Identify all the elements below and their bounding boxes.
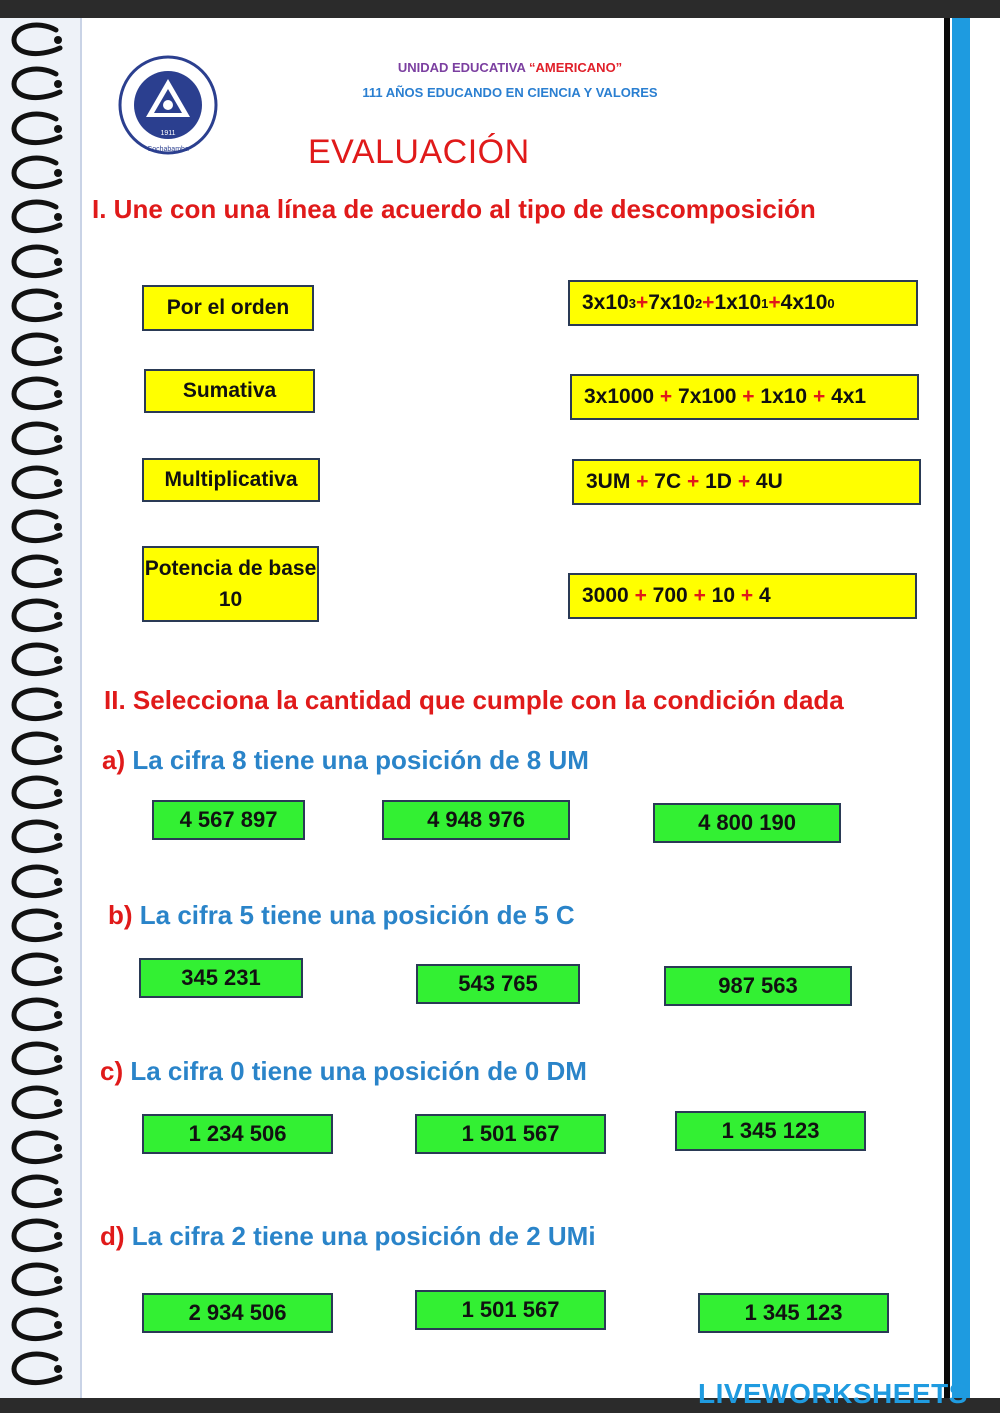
spiral-ring	[8, 332, 68, 370]
match-right-multiplicative[interactable]: 3x1000 + 7x100 + 1x10 + 4x1	[570, 374, 919, 420]
spiral-ring	[8, 509, 68, 547]
question-b: b) La cifra 5 tiene una posición de 5 C	[108, 900, 575, 930]
spiral-ring	[8, 1218, 68, 1256]
match-right-order[interactable]: 3UM + 7C + 1D + 4U	[572, 459, 921, 505]
liveworksheets-logo: LIVEWORKSHEETS	[698, 1378, 968, 1409]
spiral-ring	[8, 642, 68, 680]
spiral-ring	[8, 1351, 68, 1389]
spiral-ring	[8, 554, 68, 592]
spiral-ring	[8, 376, 68, 414]
school-name: UNIDAD EDUCATIVA “AMERICANO”	[397, 60, 623, 75]
spiral-ring	[8, 111, 68, 149]
match-left-sumativa[interactable]: Sumativa	[144, 369, 315, 413]
option-a-2[interactable]: 4 948 976	[382, 800, 570, 840]
spiral-ring	[8, 1041, 68, 1079]
spiral-ring	[8, 1130, 68, 1168]
spiral-ring	[8, 1174, 68, 1212]
page-title: EVALUACIÓN	[308, 133, 530, 171]
spiral-ring	[8, 66, 68, 104]
spiral-ring	[8, 199, 68, 237]
school-seal-logo	[112, 55, 224, 155]
spiral-ring	[8, 731, 68, 769]
match-left-por-el-orden[interactable]: Por el orden	[142, 285, 314, 331]
spiral-ring	[8, 775, 68, 813]
spiral-ring	[8, 687, 68, 725]
section-2-heading: II. Selecciona la cantidad que cumple con la condición dada	[104, 685, 844, 715]
blue-margin-bar	[952, 18, 970, 1398]
option-b-1[interactable]: 345 231	[139, 958, 303, 998]
option-c-2[interactable]: 1 501 567	[415, 1114, 606, 1154]
svg-text:Cochabamba: Cochabamba	[147, 146, 189, 153]
option-b-3[interactable]: 987 563	[664, 966, 852, 1006]
spiral-ring	[8, 244, 68, 282]
spiral-ring	[8, 819, 68, 857]
option-d-2[interactable]: 1 501 567	[415, 1290, 606, 1330]
spiral-ring	[8, 997, 68, 1035]
spiral-ring	[8, 864, 68, 902]
question-c: c) La cifra 0 tiene una posición de 0 DM	[100, 1056, 587, 1086]
spiral-ring	[8, 952, 68, 990]
spiral-ring	[8, 465, 68, 503]
option-c-3[interactable]: 1 345 123	[675, 1111, 866, 1151]
spiral-ring	[8, 1262, 68, 1300]
option-b-2[interactable]: 543 765	[416, 964, 580, 1004]
match-left-potencia[interactable]: Potencia de base 10	[142, 546, 319, 622]
option-a-1[interactable]: 4 567 897	[152, 800, 305, 840]
spiral-ring	[8, 22, 68, 60]
section-1-heading: I. Une con una línea de acuerdo al tipo de descomposición	[92, 194, 816, 224]
svg-text:1911: 1911	[160, 130, 176, 137]
spiral-ring	[8, 1307, 68, 1345]
spiral-ring	[8, 421, 68, 459]
match-right-powers[interactable]: 3x10 3 + 7x10 2 + 1x10 1 + 4x10 0	[568, 280, 918, 326]
spiral-ring	[8, 598, 68, 636]
match-right-additive[interactable]: 3000 + 700 + 10 + 4	[568, 573, 917, 619]
option-a-3[interactable]: 4 800 190	[653, 803, 841, 843]
match-left-multiplicativa[interactable]: Multiplicativa	[142, 458, 320, 502]
school-motto: 111 AÑOS EDUCANDO EN CIENCIA Y VALORES	[362, 85, 658, 100]
option-d-3[interactable]: 1 345 123	[698, 1293, 889, 1333]
page-edge	[944, 18, 950, 1398]
option-c-1[interactable]: 1 234 506	[142, 1114, 333, 1154]
question-d: d) La cifra 2 tiene una posición de 2 UMi	[100, 1221, 596, 1251]
spiral-ring	[8, 288, 68, 326]
spiral-ring	[8, 155, 68, 193]
option-d-1[interactable]: 2 934 506	[142, 1293, 333, 1333]
spiral-ring	[8, 1085, 68, 1123]
spiral-ring	[8, 908, 68, 946]
question-a: a) La cifra 8 tiene una posición de 8 UM	[102, 745, 589, 775]
